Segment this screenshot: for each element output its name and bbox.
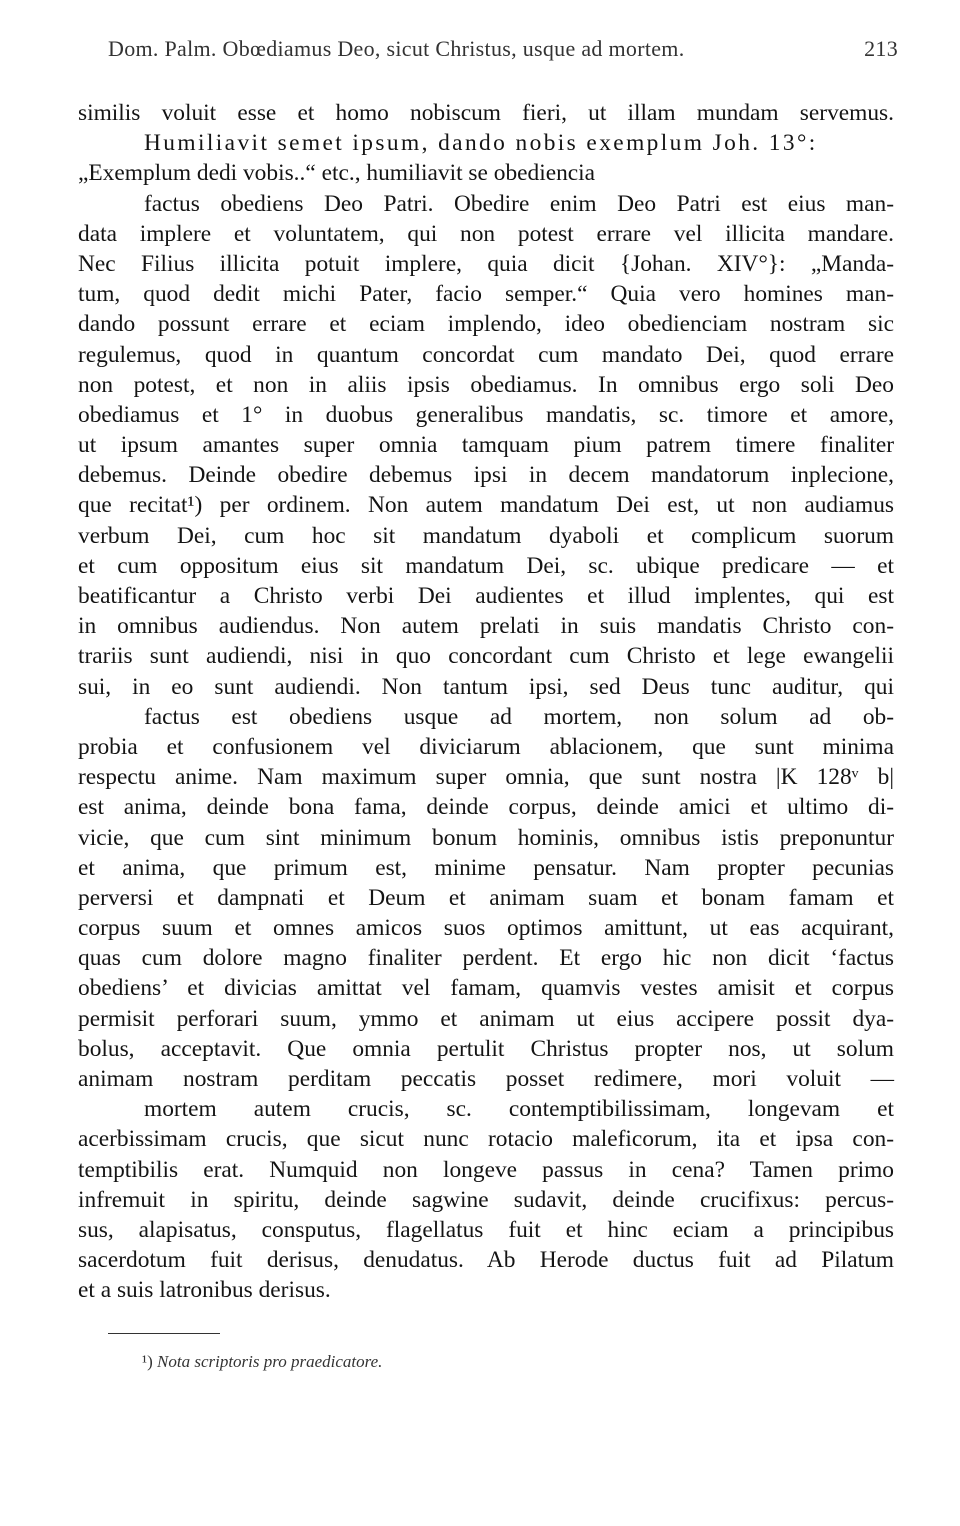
text-line: perversi et dampnati et Deum et animam suam et bonam famam et [78, 884, 894, 911]
text-line: similis voluit esse et homo nobiscum fieri, ut illam mundam servemus. [78, 100, 894, 126]
text-line: temptibilis erat. Numquid non longeve passus in cena? Tamen primo [78, 1156, 894, 1183]
text-line: „Exemplum dedi vobis..“ etc., humiliavit se obediencia [78, 160, 596, 187]
page-number: 213 [864, 36, 898, 61]
text-line: Humiliavit semet ipsum, dando nobis exemplum Joh. 13°: [144, 130, 818, 157]
text-line: trariis sunt audiendi, nisi in quo concordant cum Christo et lege ewangelii [78, 643, 894, 670]
text-line: regulemus, quod in quantum concordat cum mandato Dei, quod errare [78, 341, 894, 368]
text-line: beatificantur a Christo verbi Dei audientes et illud implentes, qui est [78, 583, 894, 609]
text-line: acerbissimam crucis, que sicut nunc rotacio maleficorum, ita et ipsa con- [78, 1126, 894, 1153]
text-line: est anima, deinde bona fama, deinde corpus, deinde amici et ultimo di- [78, 794, 894, 821]
text-line: obediens’ et divicias amittat vel famam, quamvis vestes amisit et corpus [78, 975, 894, 1002]
text-line: que recitat¹) per ordinem. Non autem mandatum Dei est, ut non audiamus [78, 492, 894, 519]
footnote [142, 1352, 382, 1372]
text-line: et a suis latronibus derisus. [78, 1277, 331, 1304]
text-line: sui, in eo sunt audiendi. Non tantum ipsi, sed Deus tunc auditur, qui [78, 673, 894, 700]
text-line: respectu anime. Nam maximum super omnia, que sunt nostra |K 128ᵛ b| [78, 764, 894, 791]
body-text [78, 98, 894, 1306]
text-line: Nec Filius illicita potuit implere, quia dicit {Johan. XIV°}: „Manda- [78, 250, 894, 277]
text-line: sus, alapisatus, consputus, flagellatus fuit et hinc eciam a principibus [78, 1216, 894, 1243]
text-line: ut ipsum amantes super omnia tamquam pium patrem timere finaliter [78, 432, 894, 459]
text-line: dando possunt errare et eciam implendo, ideo obedienciam nostram sic [78, 311, 894, 338]
footnote-rule [108, 1333, 220, 1334]
text-line: factus obediens Deo Patri. Obedire enim Deo Patri est eius man- [144, 190, 894, 217]
running-head [108, 36, 898, 62]
text-line: et cum oppositum eius sit mandatum Dei, sc. ubique predicare — et [78, 552, 894, 579]
text-line: et anima, que primum est, minime pensatur. Nam propter pecunias [78, 854, 894, 881]
text-line: corpus suum et omnes amicos suos optimos amittunt, ut eas acquirant, [78, 915, 894, 942]
text-line: obediamus et 1° in duobus generalibus mandatis, sc. timore et amore, [78, 401, 894, 428]
footnote-text: Nota scriptoris pro praedicatore. [157, 1352, 383, 1371]
text-line: in omnibus audiendus. Non autem prelati in suis mandatis Christo con- [78, 613, 894, 640]
text-line: mortem autem crucis, sc. contemptibilissimam, longevam et [144, 1096, 894, 1123]
text-line: factus est obediens usque ad mortem, non solum ad ob- [144, 703, 894, 730]
text-line: probia et confusionem vel diviciarum ablacionem, que sunt minima [78, 733, 894, 760]
text-line: debemus. Deinde obedire debemus ipsi in decem mandatorum inplecione, [78, 462, 894, 489]
text-line: quas cum dolore magno finaliter perdent. Et ergo hic non dicit ‘factus [78, 945, 894, 972]
text-line: bolus, acceptavit. Que omnia pertulit Christus propter nos, ut solum [78, 1035, 894, 1062]
text-line: non potest, et non in aliis ipsis obediamus. In omnibus ergo soli Deo [78, 371, 894, 398]
text-line: data implere et voluntatem, qui non potest errare vel illicita mandare. [78, 220, 894, 247]
text-line: sacerdotum fuit derisus, denudatus. Ab Herode ductus fuit ad Pilatum [78, 1247, 894, 1274]
text-line: infremuit in spiritu, deinde sagwine sudavit, deinde crucifixus: percus- [78, 1186, 894, 1213]
running-head-title: Dom. Palm. Obœdiamus Deo, sicut Christus, usque ad mortem. [108, 36, 685, 61]
text-line: animam nostram perditam peccatis posset redimere, mori voluit — [78, 1066, 894, 1092]
text-line: tum, quod dedit michi Pater, facio semper.“ Quia vero homines man- [78, 281, 894, 308]
text-line: vicie, que cum sint minimum bonum hominis, omnibus istis preponuntur [78, 824, 894, 851]
text-line: verbum Dei, cum hoc sit mandatum dyaboli et complicum suorum [78, 522, 894, 549]
footnote-marker: ¹) [142, 1352, 153, 1371]
text-line: permisit perforari suum, ymmo et animam ut eius accipere possit dya- [78, 1005, 894, 1032]
